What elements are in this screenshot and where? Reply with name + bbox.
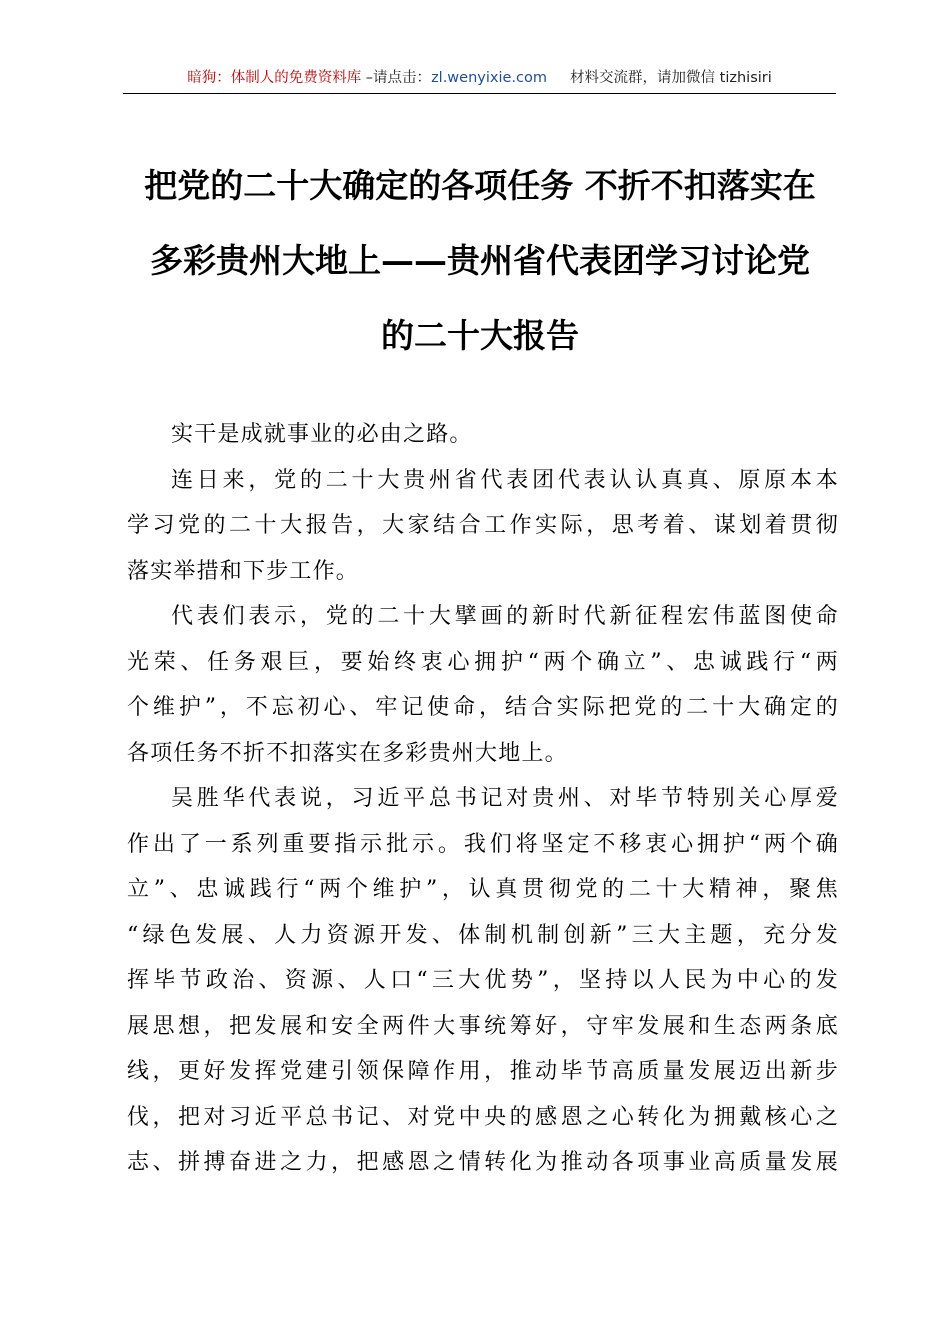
title-line: 的二十大报告: [381, 316, 579, 355]
paragraph-line: “绿色发展、人力资源开发、体制机制创新”三大主题，充分发: [127, 922, 839, 948]
page-header: [123, 64, 836, 92]
paragraph-line: 代表们表示，党的二十大擘画的新时代新征程宏伟蓝图使命: [171, 604, 839, 629]
paragraph-line: 挥毕节政治、资源、人口“三大优势”，坚持以人民为中心的发: [127, 968, 839, 993]
header-site-name: 暗狗：体制人的免费资料库: [187, 70, 362, 86]
header-url-link[interactable]: zl.wenyixie.com: [431, 70, 547, 86]
document-body: [127, 412, 839, 1186]
paragraph-line: 志、拼搏奋进之力，把感恩之情转化为推动各项事业高质量发展: [127, 1150, 839, 1175]
paragraph-line: 学习党的二十大报告，大家结合工作实际，思考着、谋划着贯彻: [127, 513, 839, 538]
paragraph-line: 实干是成就事业的必由之路。: [171, 422, 473, 447]
paragraph-delegates-study: [127, 458, 839, 595]
header-click-prompt: –请点击：: [361, 70, 432, 86]
title-line: 把党的二十大确定的各项任务 不折不扣落实在: [144, 166, 816, 205]
paragraph-line: 展思想，把发展和安全两件大事统筹好，守牢发展和生态两条底: [127, 1013, 839, 1039]
paragraph-line: 立”、忠诚践行“两个维护”，认真贯彻党的二十大精神，聚焦: [127, 877, 839, 902]
paragraph-line: 个维护”，不忘初心、牢记使命，结合实际把党的二十大确定的: [127, 695, 839, 720]
header-divider: [123, 93, 836, 94]
paragraph-line: 伐，把对习近平总书记、对党中央的感恩之心转化为拥戴核心之: [127, 1104, 839, 1130]
document-title: [110, 148, 850, 373]
title-line: 多彩贵州大地上——贵州省代表团学习讨论党: [150, 241, 810, 280]
paragraph-intro: [127, 412, 839, 458]
paragraph-line: 落实举措和下步工作。: [127, 558, 360, 584]
paragraph-wu-shenghua: [127, 776, 839, 1186]
paragraph-line: 吴胜华代表说，习近平总书记对贵州、对毕节特别关心厚爱: [171, 786, 839, 811]
paragraph-line: 线，更好发挥党建引领保障作用，推动毕节高质量发展迈出新步: [127, 1059, 839, 1084]
paragraph-delegates-statement: [127, 594, 839, 776]
paragraph-line: 连日来，党的二十大贵州省代表团代表认认真真、原原本本: [171, 467, 839, 493]
header-wechat-note: 材料交流群，请加微信 tizhisiri: [570, 70, 772, 86]
paragraph-line: 光荣、任务艰巨，要始终衷心拥护“两个确立”、忠诚践行“两: [127, 649, 839, 675]
paragraph-line: 作出了一系列重要指示批示。我们将坚定不移衷心拥护“两个确: [127, 831, 839, 857]
paragraph-line: 各项任务不折不扣落实在多彩贵州大地上。: [127, 740, 568, 766]
